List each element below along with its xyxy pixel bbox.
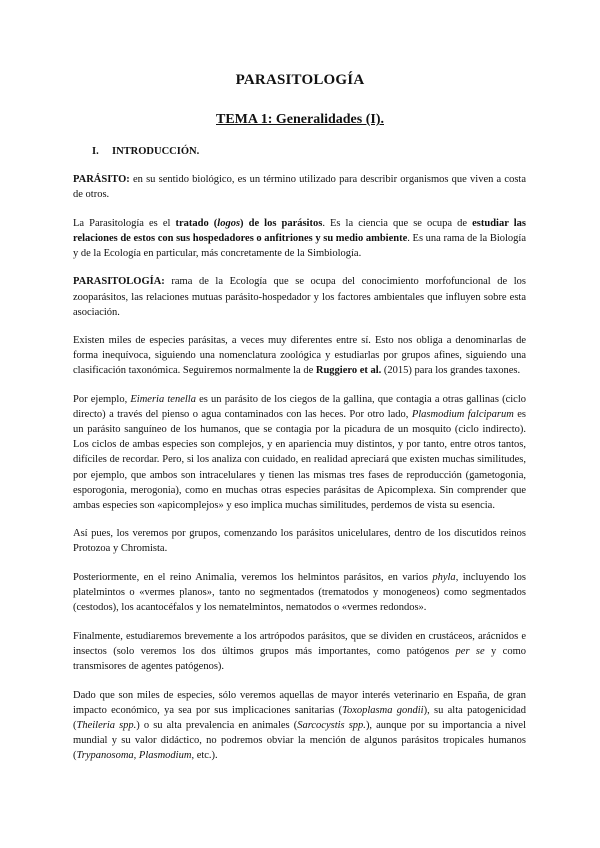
section-title: INTRODUCCIÓN. [112, 146, 200, 157]
document-body [73, 172, 526, 777]
document-title: PARASITOLOGÍA [235, 72, 365, 88]
paragraph-arthropods: Finalmente, estudiaremos brevemente a los artrópodos parásitos, que se dividen en crustáceos, arácnidos e insectos (solo veremos los dos últimos grupos más importantes, como patógenos per se y como transmisores de agentes patógenos). [73, 630, 526, 672]
paragraph-animalia: Posteriormente, en el reino Animalia, veremos los helmintos parásitos, en varios phyla, incluyendo los platelmintos o «vermes planos», tanto no segmentados (trematodos y monogeneos) como segmentados (cestodos), los acantocéfalos y los nematelmintos, nematodos o «vermes redondos». [73, 571, 526, 614]
paragraph-parasitologia-tratado: La Parasitología es el tratado (logos) de los parásitos. Es la ciencia que se ocupa de estudiar las relaciones de estos con sus hospedadores o anfitriones y su medio ambiente. Es una rama de la Biología y de la Ecología en particular, más concretamente de la Simbiología. [73, 217, 526, 259]
paragraph-example: Por ejemplo, Eimeria tenella es un parásito de los ciegos de la gallina, que contagia a otras gallinas (ciclo directo) a través del pienso o agua contaminados con las heces. Por otro lado, Plasmodium falciparum es un parásito sanguíneo de los humanos, que se contagia por la picadura de un mosquito (ciclo indirecto). Los ciclos de ambas especies son complejos, y en apariencia muy distintos, y por tanto, entre otros tantos, difíciles de recordar. Pero, si los analiza con cuidado, en realidad apreciará que existen muchas similitudes, por ejemplo, que ambos son intracelulares y tienen las mismas tres fases de reproducción (gametogonia, esporogonia, merogonia), como en muchas otras especies parásitas de Apicomplexa. Sin comprender que ambas especies son «apicomplejos» y eso implica muchas similitudes, perdemos de vista su esencia. [73, 394, 526, 511]
term-parasitologia: PARASITOLOGÍA: [73, 276, 165, 288]
paragraph-species-interest: Dado que son miles de especies, sólo veremos aquellas de mayor interés veterinario en España, de gran impacto económico, ya sea por sus implicaciones sanitarias (Toxoplasma gondii), su alta patogenicidad (Theileria spp.) o su alta prevalencia en animales (Sarcocystis spp.), aunque por su importancia a nivel mundial y su valor didáctico, no podremos obviar la mención de algunos parásitos tropicales humanos (Trypanosoma, Plasmodium, etc.). [73, 689, 526, 761]
paragraph-parasitologia-definition: PARASITOLOGÍA: rama de la Ecología que se ocupa del conocimiento morfofuncional de los zooparásitos, las relaciones mutuas parásito-hospedador y los factores ambientales que influyen sobre esta asociación. [73, 276, 526, 318]
paragraph-taxonomy: Existen miles de especies parásitas, a veces muy diferentes entre sí. Esto nos obliga a denominarlas de forma inequívoca, siguiendo una nomenclatura zoológica y estudiarlas por grupos afines, siguiendo una clasificación taxonómica. Seguiremos normalmente la de Ruggiero et al. (2015) para los grandes taxones. [73, 335, 526, 377]
paragraph-parasito-definition: PARÁSITO: en su sentido biológico, es un término utilizado para describir organismos que viven a costa de otros. [73, 174, 526, 201]
section-heading [92, 146, 199, 157]
section-number: I. [92, 146, 99, 157]
paragraph-groups: Así pues, los veremos por grupos, comenzando los parásitos unicelulares, dentro de los discutidos reinos Protozoa y Chromista. [73, 528, 526, 555]
document-subtitle: TEMA 1: Generalidades (I). [216, 112, 384, 127]
term-parasito: PARÁSITO: [73, 174, 130, 185]
